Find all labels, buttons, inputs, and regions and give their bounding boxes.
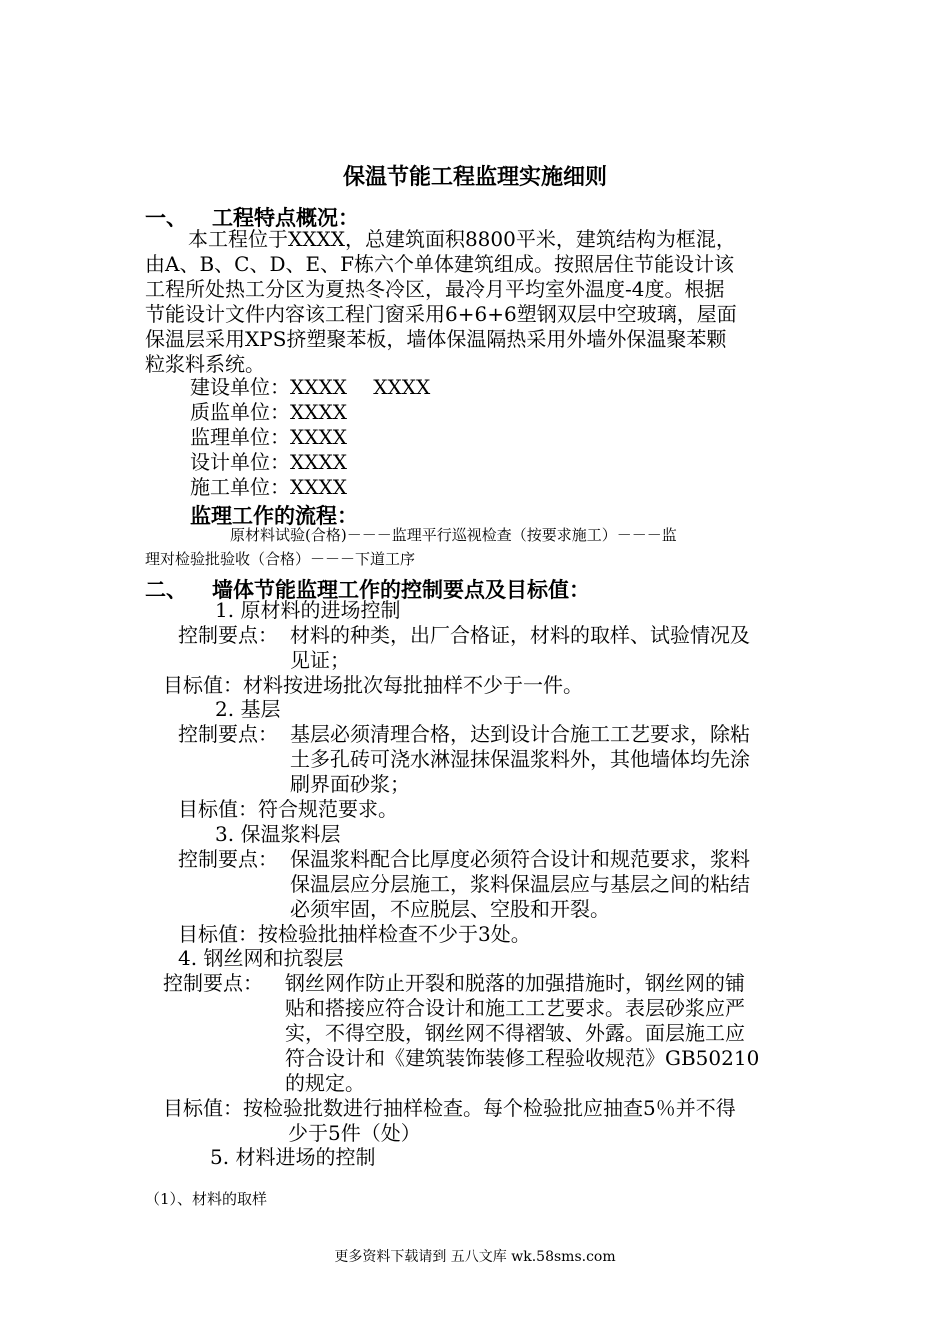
item-1-control-label: 控制要点： xyxy=(178,623,278,647)
item-3-title: 3. 保温浆料层 xyxy=(215,822,341,846)
item-1-title: 1. 原材料的进场控制 xyxy=(215,598,401,622)
unit-construction: 建设单位：XXXX XXXX xyxy=(190,375,431,399)
item-2-control-line-1: 基层必须清理合格，达到设计合施工工艺要求，除粘 xyxy=(290,722,750,746)
item-4-target-line-2: 少于5件（处） xyxy=(288,1121,421,1145)
item-4-target-line-1: 目标值：按检验批数进行抽样检查。每个检验批应抽查5％并不得 xyxy=(163,1096,736,1120)
unit-contractor: 施工单位：XXXX xyxy=(190,475,347,499)
item-3-control-line-1: 保温浆料配合比厚度必须符合设计和规范要求，浆料 xyxy=(290,847,750,871)
unit-design: 设计单位：XXXX xyxy=(190,450,347,474)
item-3-control-line-2: 保温层应分层施工，浆料保温层应与基层之间的粘结 xyxy=(290,872,750,896)
item-2-target: 目标值：符合规范要求。 xyxy=(178,797,398,821)
unit-supervision: 监理单位：XXXX xyxy=(190,425,347,449)
flow-line-1: 原材料试验(合格)－－－监理平行巡视检查（按要求施工）－－－监 xyxy=(230,526,677,544)
unit-quality-supervision: 质监单位：XXXX xyxy=(190,400,347,424)
item-4-control-line-4: 符合设计和《建筑装饰装修工程验收规范》GB50210 xyxy=(285,1046,760,1070)
item-4-title: 4. 钢丝网和抗裂层 xyxy=(178,946,344,970)
overview-line-2: 由A、B、C、D、E、F栋六个单体建筑组成。按照居住节能设计该 xyxy=(145,252,734,276)
overview-line-5: 保温层采用XPS挤塑聚苯板，墙体保温隔热采用外墙外保温聚苯颗 xyxy=(145,327,727,351)
item-4-control-line-1: 钢丝网作防止开裂和脱落的加强措施时，钢丝网的铺 xyxy=(285,971,745,995)
item-4-control-line-3: 实，不得空股，钢丝网不得褶皱、外露。面层施工应 xyxy=(285,1021,745,1045)
page-footer: 更多资料下载请到 五八文库 wk.58sms.com xyxy=(334,1249,616,1265)
item-3-control-label: 控制要点： xyxy=(178,847,278,871)
item-1-control-line-2: 见证； xyxy=(290,648,350,672)
flow-line-2: 理对检验批验收（合格）－－－下道工序 xyxy=(145,550,416,568)
section-1-heading: 工程特点概况： xyxy=(212,205,359,230)
overview-line-4: 节能设计文件内容该工程门窗采用6+6+6塑钢双层中空玻璃，屋面 xyxy=(145,302,737,326)
page-title: 保温节能工程监理实施细则 xyxy=(342,164,607,190)
section-2-heading: 墙体节能监理工作的控制要点及目标值： xyxy=(212,577,590,602)
overview-line-1: 本工程位于XXXX，总建筑面积8800平米，建筑结构为框混， xyxy=(188,227,736,251)
item-2-control-label: 控制要点： xyxy=(178,722,278,746)
flow-heading: 监理工作的流程： xyxy=(190,503,358,528)
overview-line-3: 工程所处热工分区为夏热冬冷区，最冷月平均室外温度-4度。根据 xyxy=(145,277,725,301)
item-4-control-label: 控制要点： xyxy=(163,971,263,995)
item-2-control-line-3: 刷界面砂浆； xyxy=(290,772,410,796)
overview-line-6: 粒浆料系统。 xyxy=(145,352,265,376)
item-2-title: 2. 基层 xyxy=(215,697,281,721)
item-1-target: 目标值：材料按进场批次每批抽样不少于一件。 xyxy=(163,673,583,697)
item-4-control-line-5: 的规定。 xyxy=(285,1071,365,1095)
item-5-subheading: （1）、材料的取样 xyxy=(145,1190,268,1208)
item-3-control-line-3: 必须牢固，不应脱层、空股和开裂。 xyxy=(290,897,610,921)
section-1-number: 一、 xyxy=(145,205,187,230)
item-3-target: 目标值：按检验批抽样检查不少于3处。 xyxy=(178,922,531,946)
item-1-control-line-1: 材料的种类，出厂合格证，材料的取样、试验情况及 xyxy=(290,623,750,647)
item-2-control-line-2: 土多孔砖可浇水淋湿抹保温浆料外，其他墙体均先涂 xyxy=(290,747,750,771)
item-5-title: 5. 材料进场的控制 xyxy=(210,1145,376,1169)
item-4-control-line-2: 贴和搭接应符合设计和施工工艺要求。表层砂浆应严 xyxy=(285,996,745,1020)
section-2-number: 二、 xyxy=(145,577,187,602)
